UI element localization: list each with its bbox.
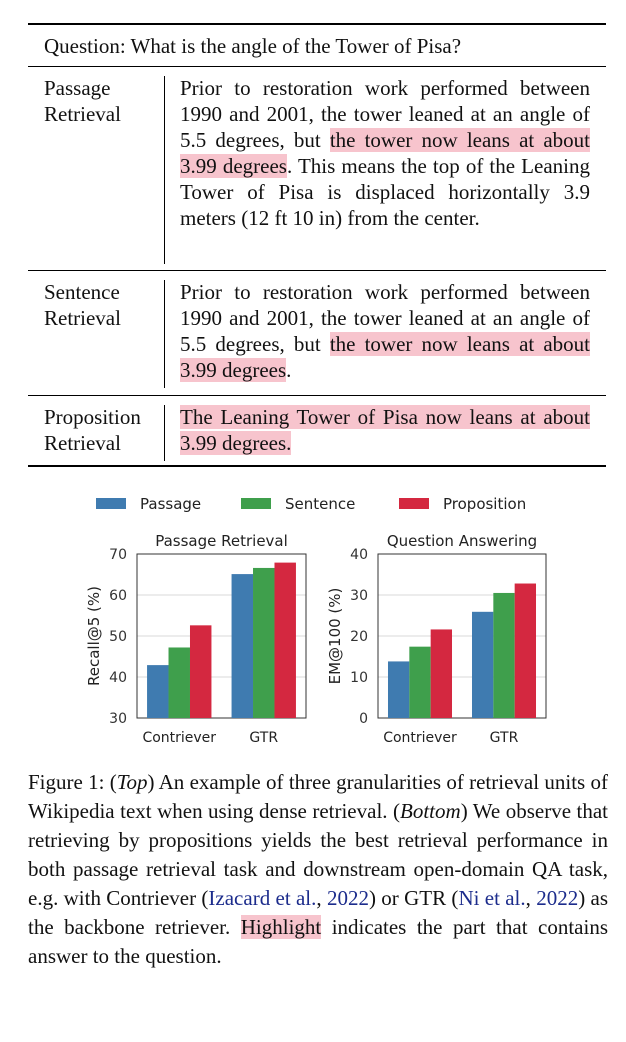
text-plain: . [286, 358, 292, 382]
bar-sentence [493, 593, 514, 718]
citation-link[interactable]: Ni et al. [458, 886, 526, 910]
x-tick-label: GTR [489, 730, 519, 746]
bar-proposition [515, 584, 536, 718]
row-label-line: Proposition [44, 405, 141, 429]
bar-passage [388, 661, 409, 718]
text-plain: Prior to restoration work performed between 1990 and 2001, the tower leaned at an angle of 5.5 degrees, but [180, 76, 590, 152]
row-text-proposition [180, 404, 590, 456]
table-row-rule [28, 270, 606, 271]
y-tick-label: 70 [109, 547, 127, 563]
y-tick-label: 40 [109, 670, 127, 686]
caption-text: ) We observe that retrieving by propositions yields the best retrieval performance in both passage retrieval task and downstream open-domain QA task, e.g. with Contriever ( [28, 799, 609, 910]
table-top-rule [28, 23, 606, 25]
row-divider [164, 280, 165, 388]
text-plain: Prior to restoration work performed between 1990 and 2001, the tower leaned at an angle of 5.5 degrees, but [180, 280, 590, 356]
x-tick-label: Contriever [383, 730, 457, 746]
caption-text: ) An example of three granularities of retrieval units of Wikipedia text when using dense retrieval. ( [28, 770, 608, 823]
bar-proposition [274, 563, 295, 718]
caption-emphasis: Bottom [400, 799, 461, 823]
bar-charts-figure [0, 480, 626, 760]
citation-link[interactable]: 2022 [536, 886, 579, 910]
text-plain: . This means the top of the Leaning Tower of Pisa is displaced horizontally 3.9 meters (12 ft 10 in) from the center. [180, 154, 590, 230]
caption-text: ) as the backbone retriever. [28, 886, 609, 939]
row-label-line: Retrieval [44, 306, 121, 330]
legend-label: Proposition [443, 495, 527, 513]
legend-swatch [399, 498, 429, 509]
y-tick-label: 40 [350, 547, 368, 563]
answer-highlight: The Leaning Tower of Pisa now leans at about 3.99 degrees. [180, 405, 590, 455]
bar-sentence [409, 647, 430, 718]
row-label-passage [44, 75, 121, 127]
bar-passage [232, 574, 253, 718]
answer-highlight: the tower now leans at about 3.99 degrees [180, 128, 591, 178]
x-tick-label: Contriever [142, 730, 217, 746]
y-axis-label: Recall@5 (%) [85, 585, 103, 687]
caption-text: indicates the part that contains answer to the question. [28, 915, 608, 968]
y-tick-label: 30 [109, 711, 127, 727]
bar-passage [472, 612, 493, 718]
table-row-rule [28, 395, 606, 396]
y-tick-label: 20 [350, 629, 368, 645]
bar-proposition [431, 629, 452, 718]
caption-text: Figure 1: ( [28, 770, 117, 794]
caption-highlight: Highlight [240, 915, 322, 939]
answer-highlight: the tower now leans at about 3.99 degrees [180, 332, 591, 382]
question-text: Question: What is the angle of the Tower of Pisa? [44, 34, 462, 58]
bar-sentence [169, 647, 190, 718]
legend-label: Sentence [285, 495, 356, 513]
caption-emphasis: Top [116, 770, 148, 794]
chart-title: Question Answering [386, 532, 538, 550]
row-divider [164, 405, 165, 461]
chart-title: Passage Retrieval [155, 532, 288, 550]
table-header-rule [28, 66, 606, 67]
y-tick-label: 30 [350, 588, 368, 604]
bar-sentence [253, 568, 274, 718]
row-divider [164, 76, 165, 264]
x-tick-label: GTR [249, 730, 279, 746]
row-label-sentence [44, 279, 121, 331]
row-text-sentence [180, 279, 590, 383]
legend-swatch [241, 498, 271, 509]
y-tick-label: 10 [350, 670, 368, 686]
y-tick-label: 50 [109, 629, 127, 645]
caption-text: , [316, 886, 327, 910]
legend-swatch [96, 498, 126, 509]
row-label-line: Retrieval [44, 102, 121, 126]
row-label-line: Sentence [44, 280, 120, 304]
row-label-line: Passage [44, 76, 111, 100]
citation-link[interactable]: 2022 [326, 886, 369, 910]
bar-passage [147, 665, 168, 718]
figure-caption [28, 768, 608, 971]
caption-text: ) or GTR ( [368, 886, 459, 910]
row-label-proposition [44, 404, 141, 456]
y-tick-label: 0 [359, 711, 368, 727]
bar-proposition [190, 625, 211, 718]
citation-link[interactable]: Izacard et al. [208, 886, 317, 910]
table-bottom-rule [28, 465, 606, 467]
row-text-passage [180, 75, 590, 231]
y-axis-label: EM@100 (%) [326, 587, 344, 685]
legend-label: Passage [140, 495, 202, 513]
caption-text: , [525, 886, 537, 910]
row-label-line: Retrieval [44, 431, 121, 455]
y-tick-label: 60 [109, 588, 127, 604]
